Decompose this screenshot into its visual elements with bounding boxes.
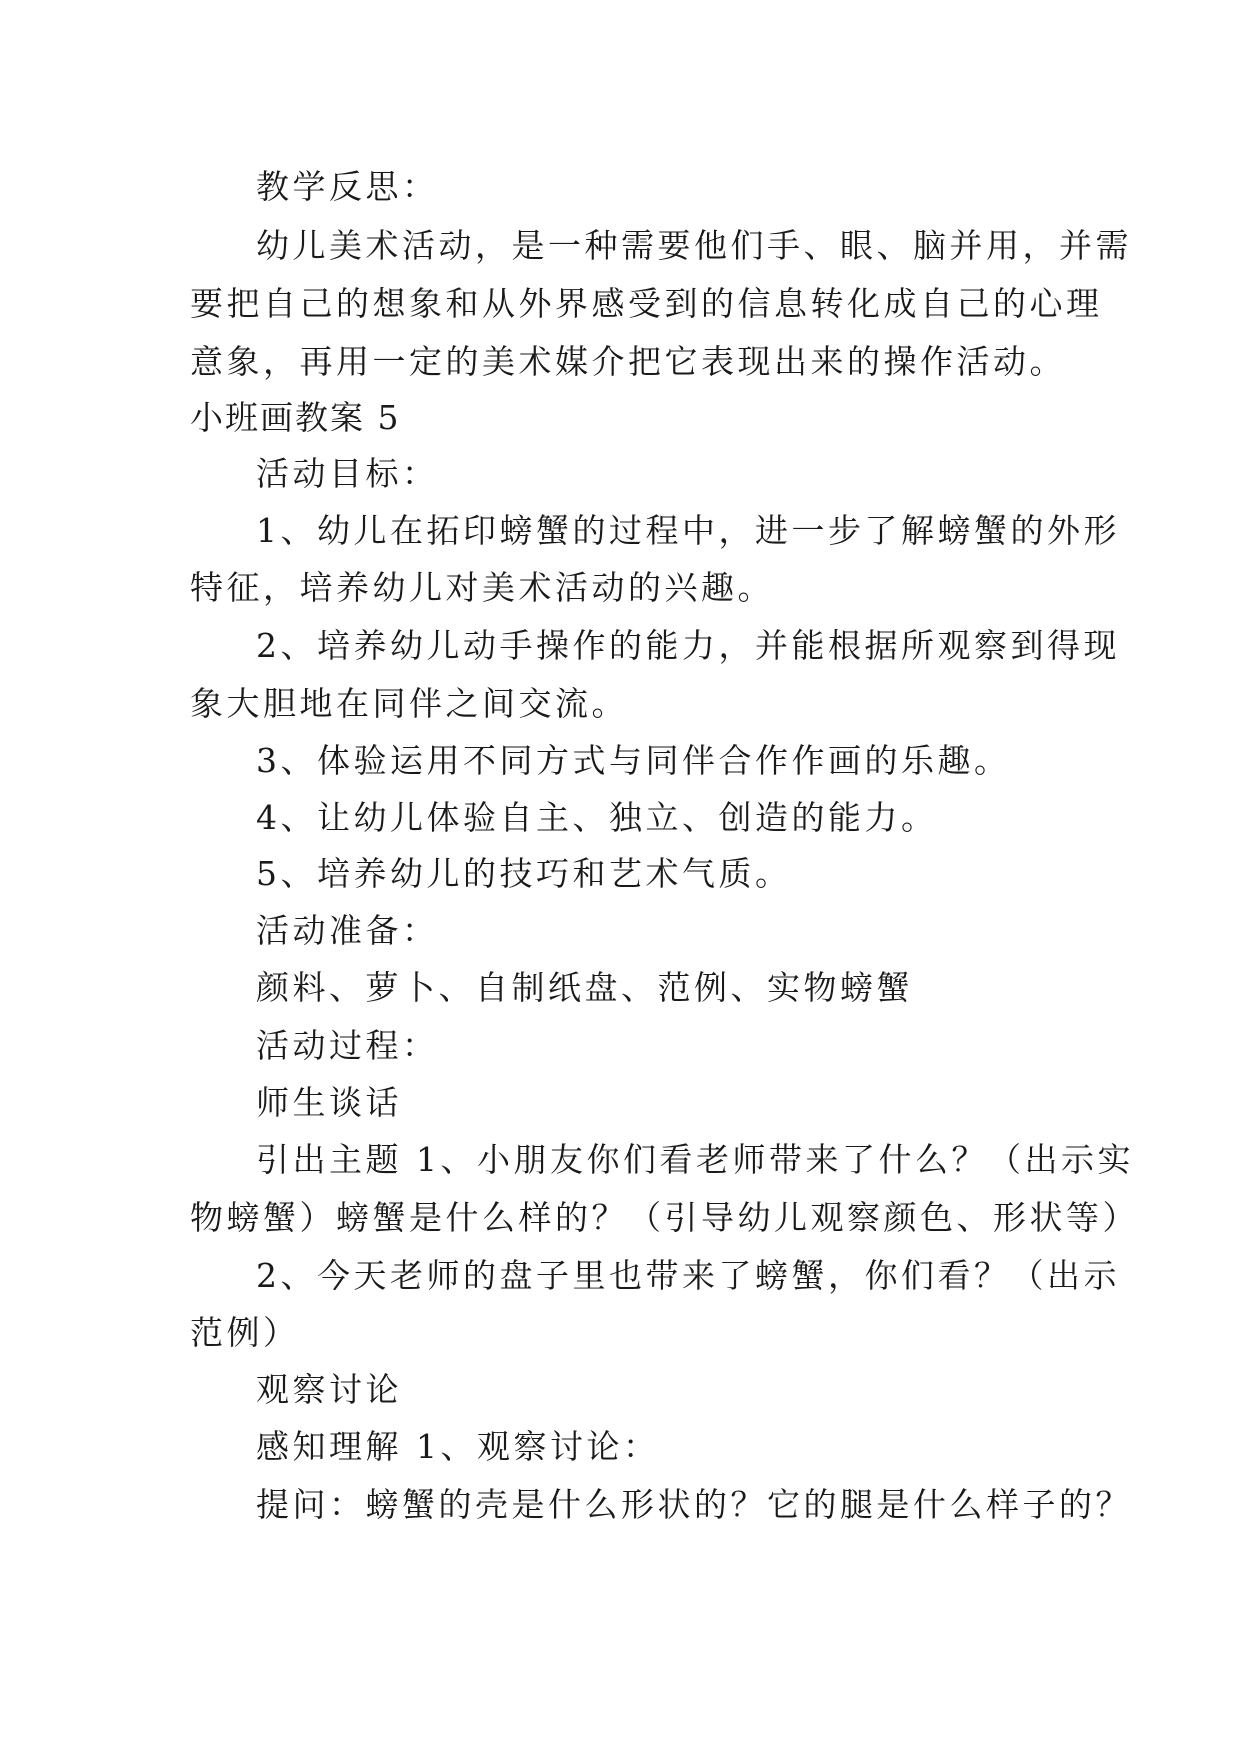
paragraph-line: 4、让幼儿体验自主、独立、创造的能力。 — [256, 798, 938, 837]
paragraph-line: 象大胆地在同伴之间交流。 — [190, 684, 628, 723]
paragraph-line: 颜料、萝卜、自制纸盘、范例、实物螃蟹 — [256, 968, 913, 1007]
section-heading-preparation: 活动准备： — [256, 911, 439, 950]
section-heading-goals: 活动目标： — [256, 454, 439, 493]
subheading-observe: 观察讨论 — [256, 1370, 402, 1409]
paragraph-line: 范例） — [190, 1313, 300, 1352]
section-heading-reflection: 教学反思： — [256, 167, 439, 206]
paragraph-line: 感知理解 1、观察讨论： — [256, 1427, 660, 1466]
paragraph-line: 物螃蟹）螃蟹是什么样的？（引导幼儿观察颜色、形状等） — [190, 1198, 1139, 1237]
paragraph-line: 5、培养幼儿的技巧和艺术气质。 — [256, 854, 792, 893]
paragraph-line: 2、培养幼儿动手操作的能力，并能根据所观察到得现 — [256, 626, 1120, 665]
section-heading-process: 活动过程： — [256, 1026, 439, 1065]
paragraph-line: 2、今天老师的盘子里也带来了螃蟹，你们看？（出示 — [256, 1256, 1120, 1295]
paragraph-line: 1、幼儿在拓印螃蟹的过程中，进一步了解螃蟹的外形 — [256, 511, 1120, 550]
paragraph-line: 提问：螃蟹的壳是什么形状的？它的腿是什么样子的？ — [256, 1485, 1132, 1524]
paragraph-line: 要把自己的想象和从外界感受到的信息转化成自己的心理 — [190, 284, 1103, 323]
paragraph-line: 3、体验运用不同方式与同伴合作作画的乐趣。 — [256, 741, 1011, 780]
subheading-talk: 师生谈话 — [256, 1083, 402, 1122]
paragraph-line: 特征，培养幼儿对美术活动的兴趣。 — [190, 568, 774, 607]
paragraph-line: 意象，再用一定的美术媒介把它表现出来的操作活动。 — [190, 342, 1066, 381]
lesson-title: 小班画教案 5 — [190, 398, 401, 437]
paragraph-line: 引出主题 1、小朋友你们看老师带来了什么？（出示实 — [256, 1140, 1134, 1179]
paragraph-line: 幼儿美术活动，是一种需要他们手、眼、脑并用，并需 — [256, 226, 1132, 265]
